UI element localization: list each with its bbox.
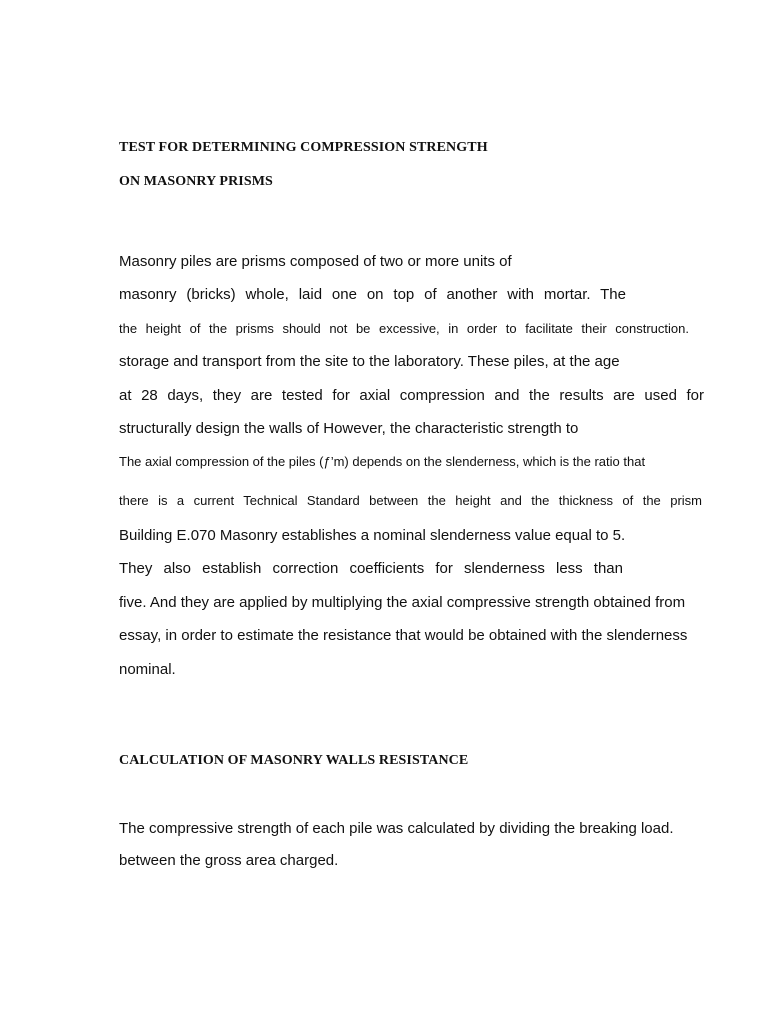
paragraph-line: the height of the prisms should not be excessive, in order to facilitate their construction. bbox=[119, 321, 689, 336]
paragraph-line: five. And they are applied by multiplying the axial compressive strength obtained from bbox=[119, 594, 686, 611]
section-heading-line-2: ON MASONRY PRISMS bbox=[119, 174, 273, 189]
paragraph-line: The compressive strength of each pile was calculated by dividing the breaking load. bbox=[119, 820, 674, 837]
paragraph-line: nominal. bbox=[119, 661, 176, 678]
section-heading-line-1: TEST FOR DETERMINING COMPRESSION STRENGTH bbox=[119, 140, 488, 155]
paragraph-line: essay, in order to estimate the resistance that would be obtained with the slenderness bbox=[119, 627, 688, 644]
section-heading-calculation: CALCULATION OF MASONRY WALLS RESISTANCE bbox=[119, 753, 469, 768]
paragraph-line: at 28 days, they are tested for axial compression and the results are used for bbox=[119, 387, 704, 404]
paragraph-line: The axial compression of the piles (ƒ’m) depends on the slenderness, which is the ratio that bbox=[119, 454, 646, 469]
paragraph-line: Building E.070 Masonry establishes a nominal slenderness value equal to 5. bbox=[119, 527, 626, 544]
paragraph-line: structurally design the walls of However, the characteristic strength to bbox=[119, 420, 579, 437]
paragraph-line: there is a current Technical Standard between the height and the thickness of the prism bbox=[119, 493, 702, 508]
paragraph-line: Masonry piles are prisms composed of two or more units of bbox=[119, 253, 512, 270]
paragraph-line: between the gross area charged. bbox=[119, 852, 339, 869]
paragraph-line: storage and transport from the site to the laboratory. These piles, at the age bbox=[119, 353, 620, 370]
paragraph-line: masonry (bricks) whole, laid one on top of another with mortar. The bbox=[119, 286, 626, 303]
paragraph-line: They also establish correction coefficients for slenderness less than bbox=[119, 560, 623, 577]
